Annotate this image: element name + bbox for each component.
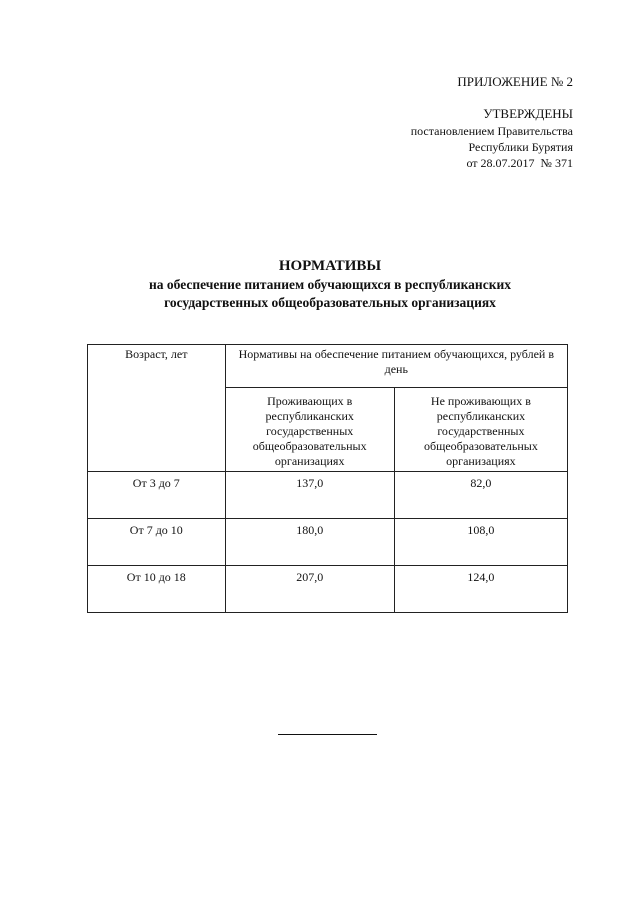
approval-title: УТВЕРЖДЕНЫ <box>483 106 573 121</box>
document-title-line: государственных общеобразовательных организациях <box>164 295 496 310</box>
table-row <box>88 566 568 613</box>
approval-line: Республики Бурятия <box>468 140 573 154</box>
cell-age: От 3 до 7 <box>88 472 226 519</box>
header-age: Возраст, лет <box>88 345 226 472</box>
table-row <box>88 472 568 519</box>
cell-nonliving: 124,0 <box>394 566 567 613</box>
document-title-line: на обеспечение питанием обучающихся в республиканских <box>148 277 512 292</box>
header-nonliving: Не проживающих в республиканских государственных общеобразовательных организациях <box>394 388 567 472</box>
cell-nonliving: 82,0 <box>394 472 567 519</box>
cell-age: От 10 до 18 <box>88 566 226 613</box>
table-row <box>88 519 568 566</box>
approval-block <box>411 106 573 171</box>
document-title <box>80 256 580 312</box>
cell-living: 180,0 <box>225 519 394 566</box>
approval-line: постановлением Правительства <box>410 124 573 138</box>
cell-nonliving: 108,0 <box>394 519 567 566</box>
norms-table <box>87 344 568 613</box>
cell-age: От 7 до 10 <box>88 519 226 566</box>
closing-rule <box>278 734 377 735</box>
header-norms-text: Нормативы на обеспечение питанием обучающихся, рублей в день <box>238 347 554 376</box>
header-norms <box>225 345 567 388</box>
header-living: Проживающих в республиканских государственных общеобразовательных организациях <box>225 388 394 472</box>
cell-living: 207,0 <box>225 566 394 613</box>
cell-living: 137,0 <box>225 472 394 519</box>
appendix-label: ПРИЛОЖЕНИЕ № 2 <box>457 74 573 89</box>
document-title-main: НОРМАТИВЫ <box>278 258 382 274</box>
approval-date-number: от 28.07.2017 № 371 <box>466 156 573 170</box>
